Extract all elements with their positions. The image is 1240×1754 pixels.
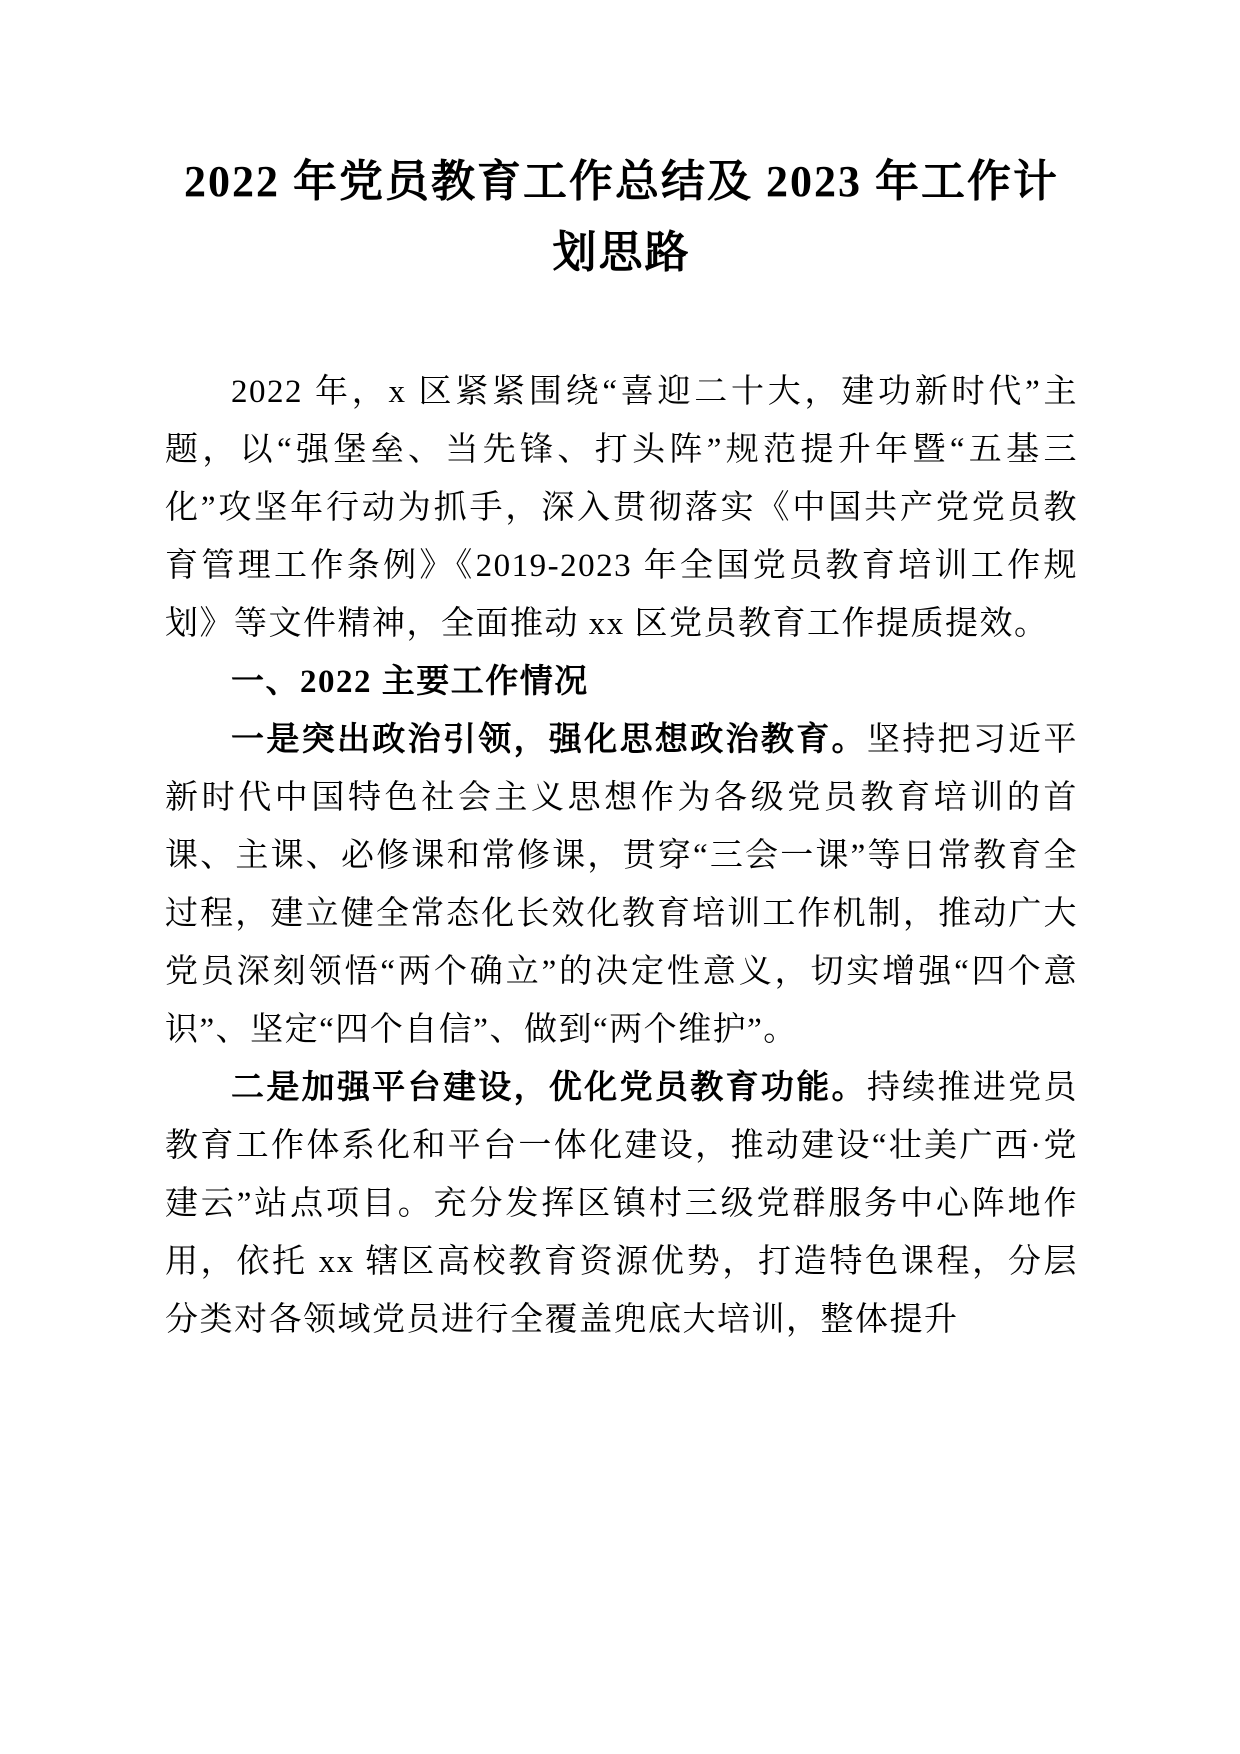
paragraph-point-1-lead: 一是突出政治引领，强化思想政治教育。 <box>231 721 867 758</box>
paragraph-intro-text: 2022 年，x 区紧紧围绕“喜迎二十大，建功新时代”主题，以“强堡垒、当先锋、打头阵”规范提升年暨“五基三化”攻坚年行动为抓手，深入贯彻落实《中国共产党党员教育管理工作条例》《2019-2023 年全国党员教育培训工作规划》等文件精神，全面推动 xx 区党员教育工作提质提效。 <box>165 373 1078 642</box>
paragraph-intro <box>165 363 1078 653</box>
document-title: 2022 年党员教育工作总结及 2023 年工作计划思路 <box>184 157 1059 278</box>
paragraph-point-2 <box>165 1059 1078 1349</box>
paragraph-point-2-text: 持续推进党员教育工作体系化和平台一体化建设，推动建设“壮美广西·党建云”站点项目。充分发挥区镇村三级党群服务中心阵地作用，依托 xx 辖区高校教育资源优势，打造特色课程，分层分类对各领域党员进行全覆盖兜底大培训，整体提升 <box>165 1069 1079 1338</box>
section-heading-1-text: 一、2022 主要工作情况 <box>231 663 589 700</box>
section-heading-1 <box>165 653 1078 711</box>
paragraph-point-1 <box>165 711 1078 1059</box>
paragraph-point-2-lead: 二是加强平台建设，优化党员教育功能。 <box>231 1069 867 1106</box>
paragraph-point-1-text: 坚持把习近平新时代中国特色社会主义思想作为各级党员教育培训的首课、主课、必修课和常修课，贯穿“三会一课”等日常教育全过程，建立健全常态化长效化教育培训工作机制，推动广大党员深刻领悟“两个确立”的决定性意义，切实增强“四个意识”、坚定“四个自信”、做到“两个维护”。 <box>165 721 1079 1048</box>
